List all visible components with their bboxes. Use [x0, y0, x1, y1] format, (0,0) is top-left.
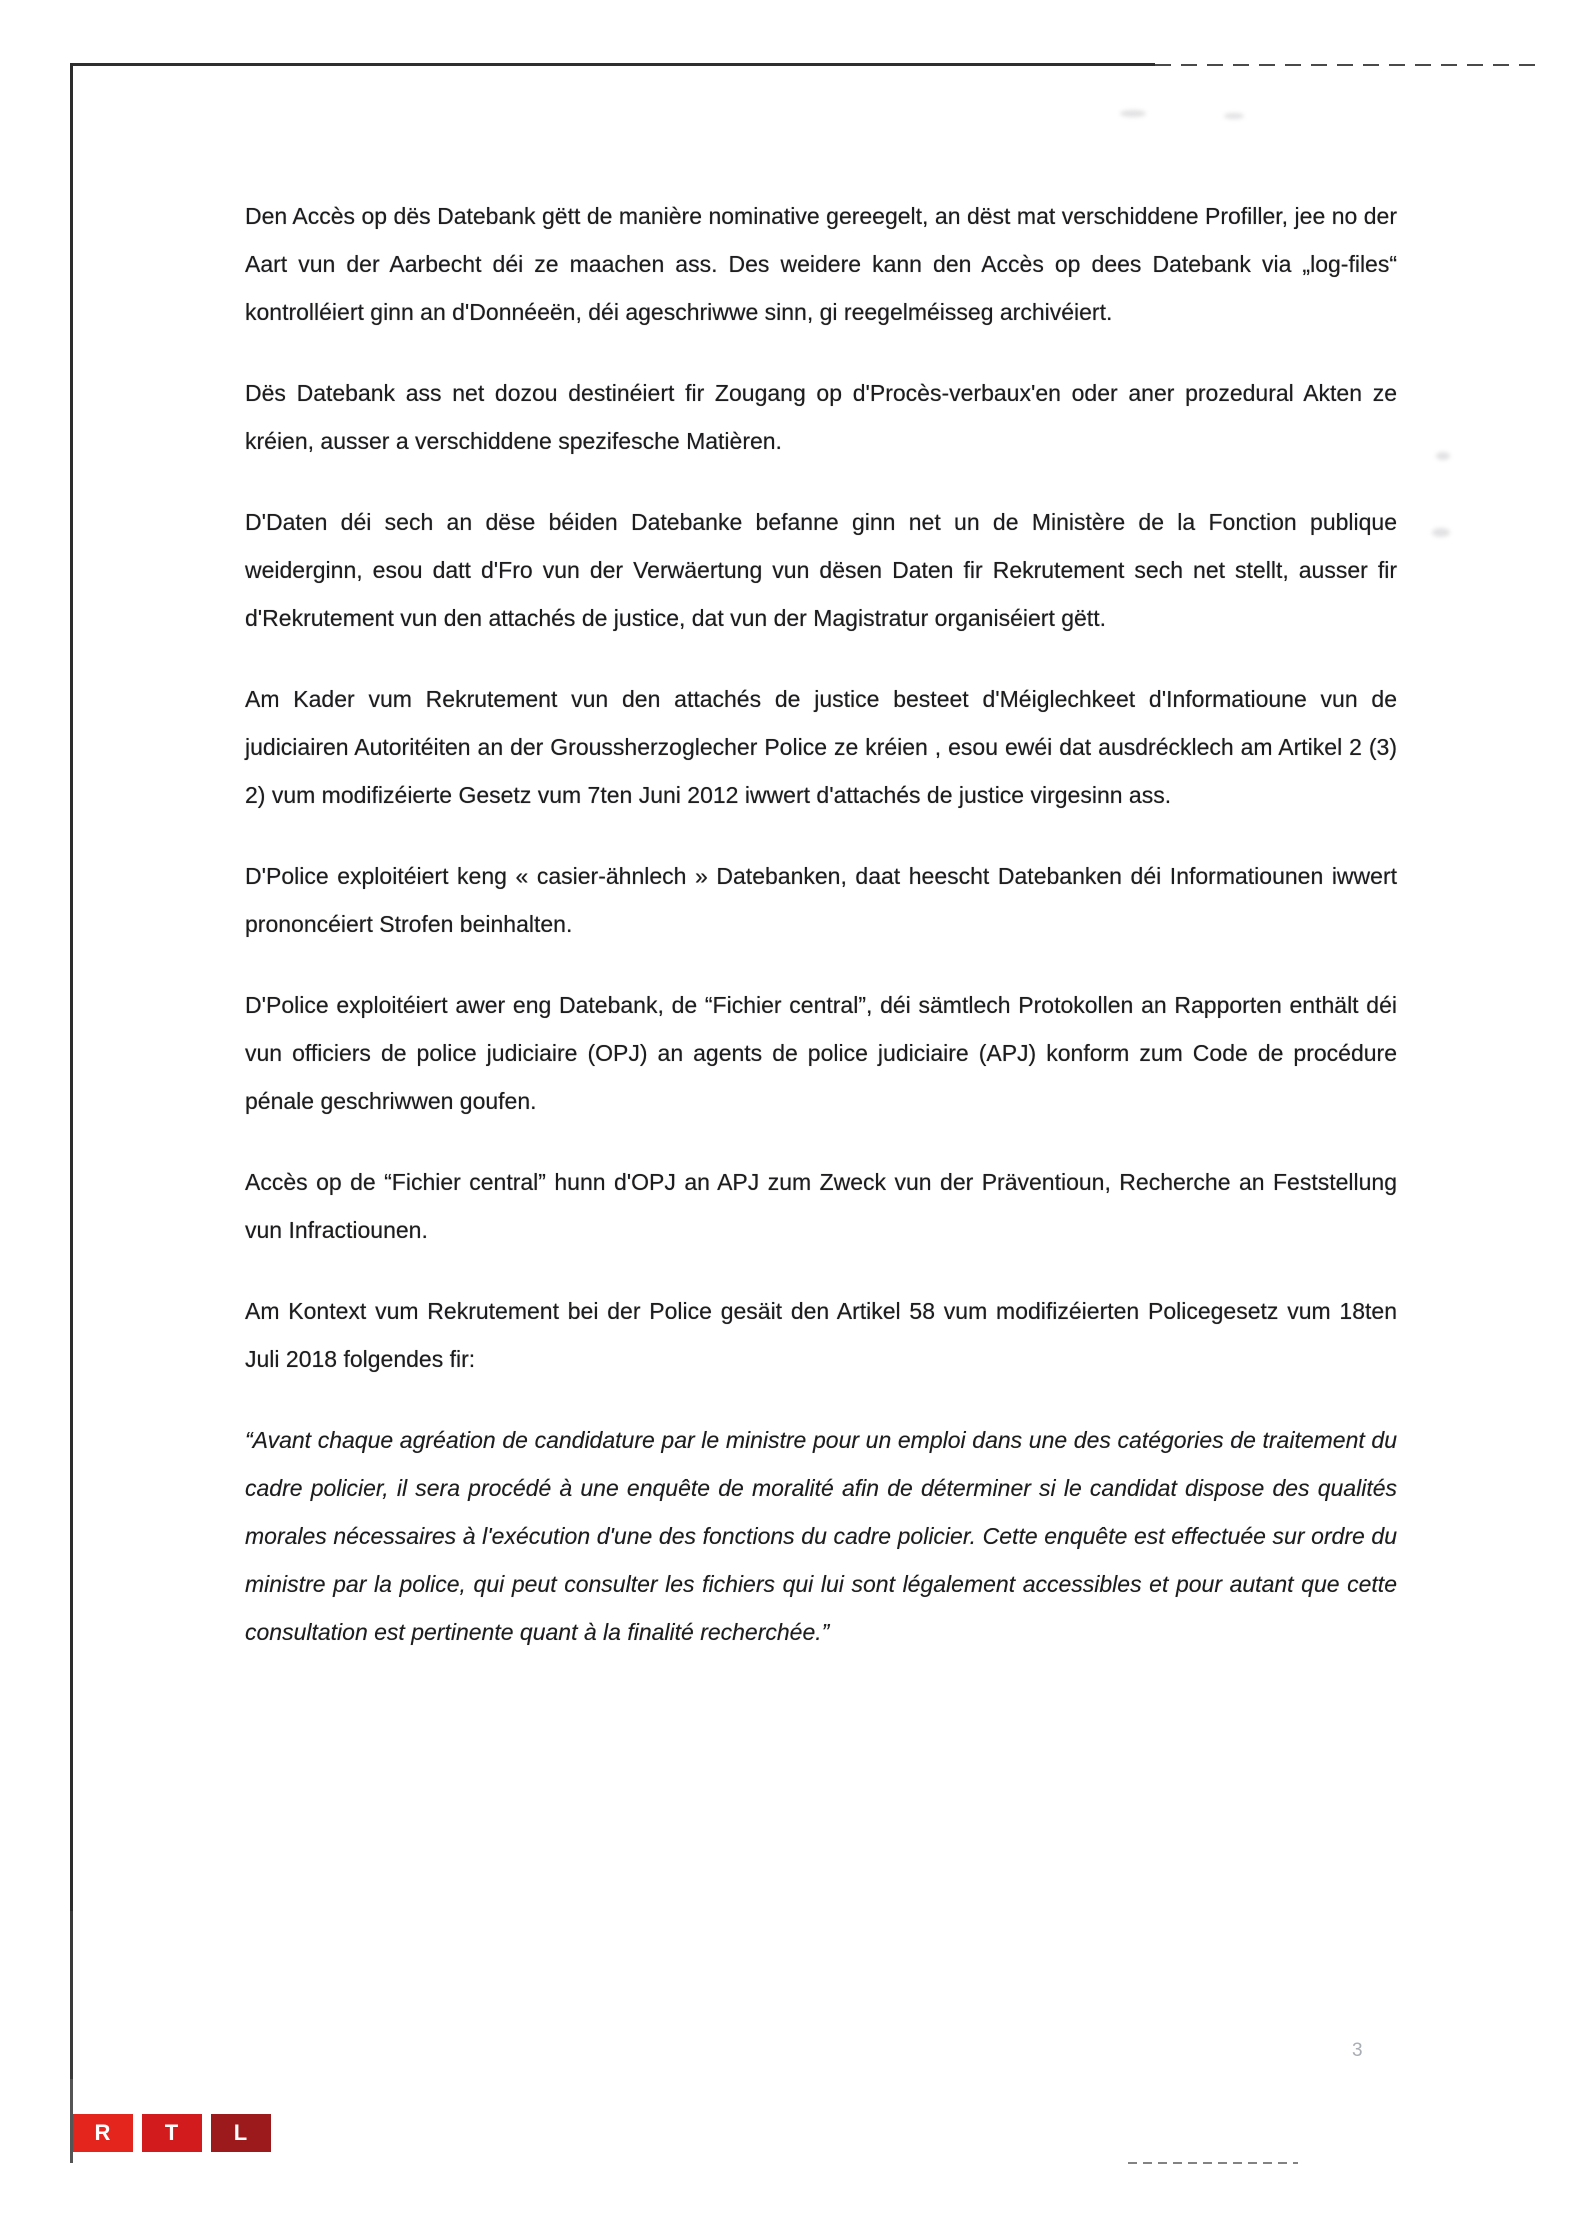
- scan-border-top: [70, 63, 1155, 66]
- rtl-logo-block-t: T: [142, 2114, 202, 2152]
- paragraph: Am Kontext vum Rekrutement bei der Police gesäit den Artikel 58 vum modifizéierten Policegesetz vum 18ten Juli 2018 folgendes fir:: [245, 1298, 1397, 1372]
- rtl-logo-block-r: R: [73, 2114, 133, 2152]
- legal-quote: “Avant chaque agréation de candidature par le ministre pour un emploi dans une des catégories de traitement du cadre policier, il sera procédé à une enquête de moralité afin de déterminer si le candidat dispose des qualités morales nécessaires à l'exécution d'une des fonctions du cadre policier. Cette enquête est effectuée sur ordre du ministre par la police, qui peut consulter les fichiers qui lui sont légalement accessibles et pour autant que cette consultation est pertinente quant à la finalité recherchée.”: [245, 1427, 1397, 1645]
- page-number: 3: [1352, 2040, 1363, 2061]
- scan-smudge: [1224, 113, 1244, 119]
- paragraph: D'Daten déi sech an dëse béiden Datebanke befanne ginn net un de Ministère de la Fonction publique weiderginn, esou datt d'Fro vun der Verwäertung vun dësen Daten fir Rekrutement sech net stellt, ausser fir d'Rekrutement vun den attachés de justice, dat vun der Magistratur organiséiert gëtt.: [245, 509, 1397, 631]
- document-body: [245, 192, 1397, 1689]
- paragraph: D'Police exploitéiert keng « casier-ähnlech » Datebanken, daat heescht Datebanken déi Informatiounen iwwert prononcéiert Strofen beinhalten.: [245, 863, 1397, 937]
- paragraph: Dës Datebank ass net dozou destinéiert fir Zougang op d'Procès-verbaux'en oder aner prozedural Akten ze kréien, ausser a verschiddene spezifesche Matièren.: [245, 380, 1397, 454]
- rtl-logo: [73, 2114, 271, 2152]
- scan-border-top-faded: [1155, 64, 1540, 66]
- scan-border-left: [70, 63, 73, 2163]
- scan-smudge: [1432, 528, 1450, 537]
- paragraph: D'Police exploitéiert awer eng Datebank, de “Fichier central”, déi sämtlech Protokollen an Rapporten enthält déi vun officiers de police judiciaire (OPJ) an agents de police judiciaire (APJ) konform zum Code de procédure pénale geschriwwen goufen.: [245, 992, 1397, 1114]
- scan-artifact-bottom: [1128, 2162, 1298, 2164]
- paragraph: Am Kader vum Rekrutement vun den attachés de justice besteet d'Méiglechkeet d'Informatioune vun de judiciairen Autoritéiten an der Groussherzoglecher Police ze kréien , esou ewéi dat ausdrécklech am Artikel 2 (3) 2) vum modifizéierte Gesetz vum 7ten Juni 2012 iwwert d'attachés de justice virgesinn ass.: [245, 686, 1397, 808]
- rtl-logo-block-l: L: [211, 2114, 271, 2152]
- scan-smudge: [1436, 452, 1450, 460]
- scan-smudge: [1120, 110, 1146, 117]
- paragraph: Den Accès op dës Datebank gëtt de manière nominative gereegelt, an dëst mat verschiddene Profiller, jee no der Aart vun der Aarbecht déi ze maachen ass. Des weidere kann den Accès op dees Datebank via „log-files“ kontrolléiert ginn an d'Donnéeën, déi ageschriwwe sinn, gi reegelméisseg archivéiert.: [245, 203, 1397, 325]
- paragraph: Accès op de “Fichier central” hunn d'OPJ an APJ zum Zweck vun der Präventioun, Recherche an Feststellung vun Infractiounen.: [245, 1169, 1397, 1243]
